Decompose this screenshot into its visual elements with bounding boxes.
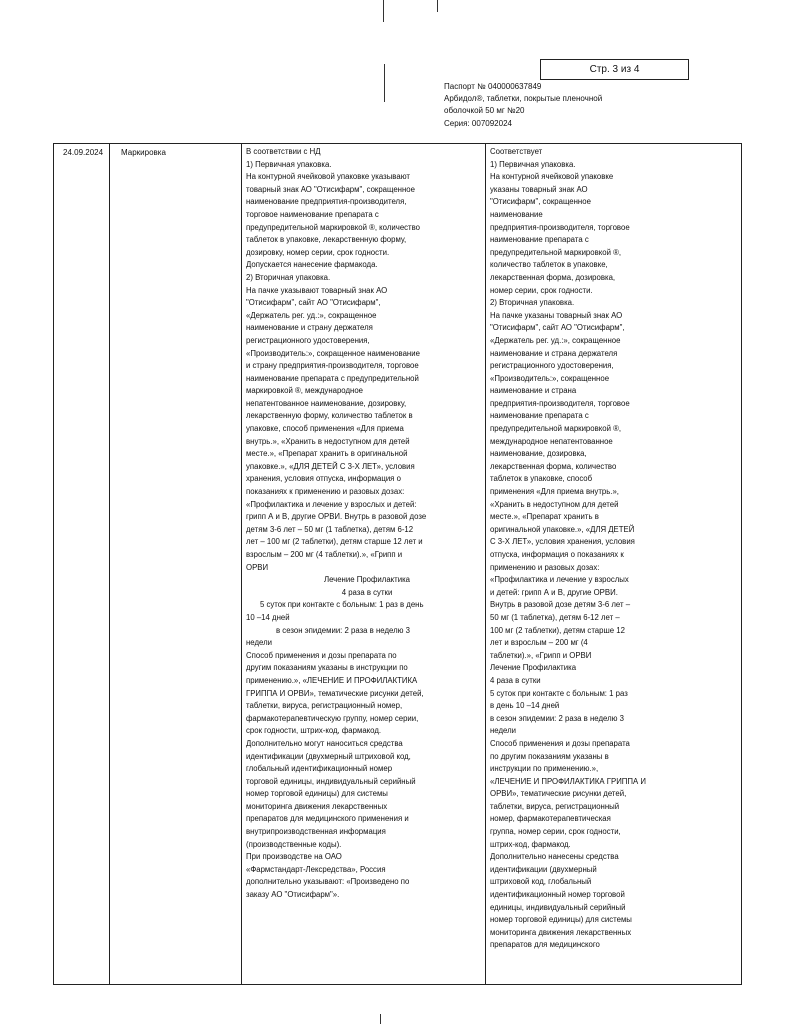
text-line: в сезон эпидемии: 2 раза в неделю 3	[276, 625, 410, 635]
text-line: таблеток в упаковке, лекарственную форму,	[246, 235, 407, 245]
text-line: «Держатель рег. уд.:», сокращенное	[246, 310, 377, 320]
scan-mark	[383, 0, 384, 22]
text-line: предупредительной маркировкой ®, количество	[246, 222, 421, 232]
test-date: 24.09.2024	[63, 148, 104, 157]
text-line: При производстве на ОАО	[246, 852, 342, 862]
text-line: в день 10 –14 дней	[490, 701, 560, 711]
text-line: «Хранить в недоступном для детей	[490, 499, 619, 509]
text-line: "Отисифарм", сокращенное	[490, 197, 591, 207]
text-line: Лечение Профилактика	[490, 663, 577, 673]
text-line: заказу АО "Отисифарм"».	[246, 890, 340, 900]
text-line: Допускается нанесение фармакода.	[246, 260, 378, 270]
text-line: лет – 100 мг (2 таблетки), детям старше 12 лет и	[246, 537, 423, 547]
text-line: идентификации (двухмерный	[490, 864, 597, 874]
text-line: «Производитель:», сокращенное наименование	[246, 348, 420, 358]
text-line: упаковке.», «ДЛЯ ДЕТЕЙ С 3-Х ЛЕТ», условия	[246, 461, 415, 471]
text-line: срок годности, штрих-код, фармакод.	[246, 726, 382, 736]
text-line: штриховой код, глобальный	[490, 877, 592, 887]
text-line: месте.», «Препарат хранить в	[490, 512, 599, 522]
text-line: «ЛЕЧЕНИЕ И ПРОФИЛАКТИКА ГРИППА И	[490, 776, 646, 786]
text-line: предприятия-производителя, торговое	[490, 398, 630, 408]
text-line: лекарственная форма, количество	[490, 461, 617, 471]
text-line: препаратов для медицинского применения и	[246, 814, 409, 824]
passport-number: Паспорт № 040000637849	[444, 82, 542, 91]
text-line: торговой единицы, индивидуальный серийный	[246, 776, 416, 786]
text-line: С 3-Х ЛЕТ», условия хранения, условия	[490, 537, 635, 547]
text-line: 100 мг (2 таблетки), детям старше 12	[490, 625, 625, 635]
text-line: На контурной ячейковой упаковке	[490, 172, 614, 182]
text-line: "Отисифарм", сайт АО "Отисифарм",	[246, 298, 381, 308]
column-divider	[241, 144, 242, 984]
text-line: «Фармстандарт-Лексредства», Россия	[246, 864, 386, 874]
text-line: упаковке, способ применения «Для приема	[246, 424, 404, 434]
text-line: "Отисифарм", сайт АО "Отисифарм",	[490, 323, 625, 333]
scan-mark	[437, 0, 438, 12]
text-line: ГРИППА И ОРВИ», тематические рисунки детей,	[246, 688, 424, 698]
text-line: Способ применения и дозы препарата	[490, 738, 630, 748]
text-line: таблетки, вируса, регистрационный номер,	[246, 701, 403, 711]
text-line: непатентованное наименование, дозировку,	[246, 398, 407, 408]
text-line: в сезон эпидемии: 2 раза в неделю 3	[490, 713, 624, 723]
text-line: грипп А и В, другие ОРВИ. Внутрь в разовой дозе	[246, 512, 427, 522]
text-line: дозировку, номер серии, срок годности.	[246, 247, 390, 257]
text-line: В соответствии с НД	[246, 147, 321, 156]
text-line: по другим показаниям указаны в	[490, 751, 609, 761]
text-line: применению и разовых дозах:	[490, 562, 600, 572]
result-cell	[490, 146, 736, 952]
text-line: таблетки).», «Грипп и ОРВИ	[490, 650, 592, 660]
text-line: Дополнительно могут наноситься средства	[246, 738, 403, 748]
text-line: «Профилактика и лечение у взрослых	[490, 575, 629, 585]
text-line: идентификации (двухмерный штриховой код,	[246, 751, 411, 761]
text-line: Лечение Профилактика	[323, 575, 411, 585]
text-line: количество таблеток в упаковке,	[490, 260, 608, 270]
text-line: мониторинга движения лекарственных	[246, 801, 388, 811]
text-line: идентификационный номер торговой	[490, 890, 625, 900]
text-line: ОРВИ», тематические рисунки детей,	[490, 789, 627, 799]
text-line: детям 3-6 лет – 50 мг (1 таблетка), детям 6-12	[246, 524, 414, 534]
text-line: и детей: грипп А и В, другие ОРВИ.	[490, 587, 618, 597]
text-line: ОРВИ	[246, 562, 269, 572]
text-line: Внутрь в разовой дозе детям 3-6 лет –	[490, 600, 631, 610]
text-line: регистрационного удостоверения,	[246, 335, 370, 345]
text-line: предприятия-производителя, торговое	[490, 222, 630, 232]
text-line: На пачке указаны товарный знак АО	[490, 310, 623, 320]
text-line: лекарственную форму, количество таблеток в	[246, 411, 413, 421]
text-line: 4 раза в сутки	[490, 675, 541, 685]
text-line: месте.», «Препарат хранить в оригинальной	[246, 449, 408, 459]
text-line: группа, номер серии, срок годности,	[490, 827, 621, 837]
text-line: торговое наименование препарата с	[246, 209, 379, 219]
text-line: применению.», «ЛЕЧЕНИЕ И ПРОФИЛАКТИКА	[246, 675, 418, 685]
text-line: дополнительно указывают: «Произведено по	[246, 877, 410, 887]
product-form: оболочкой 50 мг №20	[444, 106, 525, 116]
text-line: наименование и страна	[490, 386, 577, 396]
text-line: препаратов для медицинского	[490, 940, 600, 950]
text-line: 10 –14 дней	[246, 612, 290, 622]
product-name: Арбидол®, таблетки, покрытые пленочной	[444, 94, 603, 104]
text-line: «Профилактика и лечение у взрослых и детей:	[246, 499, 417, 509]
text-line: номер, фармакотерапевтическая	[490, 814, 611, 824]
text-line: штрих-код, фармакод.	[490, 839, 571, 849]
text-line: маркировкой ®, международное	[246, 386, 363, 396]
text-line: 50 мг (1 таблетка), детям 6-12 лет –	[490, 612, 620, 622]
text-line: Соответствует	[490, 147, 543, 156]
text-line: 2) Вторичная упаковка.	[246, 272, 331, 282]
text-line: международное непатентованное	[490, 436, 613, 446]
text-line: 4 раза в сутки	[341, 587, 393, 597]
text-line: наименование препарата с предупредительной	[246, 373, 419, 383]
text-line: 5 суток при контакте с больным: 1 раз в день	[260, 600, 424, 610]
test-parameter: Маркировка	[121, 148, 166, 157]
text-line: На пачке указывают товарный знак АО	[246, 285, 388, 295]
text-line: предупредительной маркировкой ®,	[490, 247, 622, 257]
text-line: лет и взрослым – 200 мг (4	[490, 638, 588, 648]
batch-number: Серия: 007092024	[444, 118, 512, 128]
text-line: наименование и страну держателя	[246, 323, 373, 333]
text-line: и страну предприятия-производителя, торговое	[246, 361, 419, 371]
text-line: регистрационного удостоверения,	[490, 361, 614, 371]
text-line: таблетки, вируса, регистрационный	[490, 801, 620, 811]
text-line: На контурной ячейковой упаковке указывают	[246, 172, 410, 182]
page-number-box: Стр. 3 из 4	[540, 59, 689, 80]
text-line: другим показаниям указаны в инструкции по	[246, 663, 408, 673]
text-line: номер торговой единицы) для системы	[490, 915, 632, 925]
text-line: внутрь.», «Хранить в недоступном для детей	[246, 436, 410, 446]
text-line: лекарственная форма, дозировка,	[490, 272, 616, 282]
text-line: 2) Вторичная упаковка.	[490, 298, 575, 308]
passport-header	[444, 81, 602, 130]
text-line: Способ применения и дозы препарата по	[246, 650, 397, 660]
scan-mark	[380, 1014, 381, 1024]
text-line: (производственные коды).	[246, 839, 342, 849]
text-line: недели	[490, 726, 517, 736]
text-line: глобальный идентификационный номер	[246, 764, 393, 774]
text-line: хранения, условия отпуска, информация о	[246, 474, 401, 484]
requirement-cell	[246, 146, 488, 902]
text-line: указаны товарный знак АО	[490, 184, 588, 194]
text-line: наименование	[490, 209, 543, 219]
text-line: наименование, дозировка,	[490, 449, 587, 459]
text-line: номер серии, срок годности.	[490, 285, 593, 295]
text-line: номер торговой единицы) для системы	[246, 789, 388, 799]
text-line: показаниях к применению и разовых дозах:	[246, 487, 405, 497]
text-line: инструкции по применению.»,	[490, 764, 599, 774]
results-table	[53, 143, 742, 985]
text-line: 5 суток при контакте с больным: 1 раз	[490, 688, 628, 698]
text-line: «Производитель:», сокращенное	[490, 373, 610, 383]
text-line: предупредительной маркировкой ®,	[490, 424, 622, 434]
scan-mark	[384, 64, 385, 102]
text-line: Дополнительно нанесены средства	[490, 852, 619, 862]
text-line: оригинальной упаковке.», «ДЛЯ ДЕТЕЙ	[490, 524, 635, 534]
text-line: взрослым – 200 мг (4 таблетки).», «Грипп и	[246, 550, 403, 559]
text-line: единицы, индивидуальный серийный	[490, 902, 626, 912]
text-line: применения «Для приема внутрь.»,	[490, 487, 619, 497]
text-line: «Держатель рег. уд.:», сокращенное	[490, 335, 621, 345]
text-line: наименование предприятия-производителя,	[246, 197, 407, 207]
text-line: фармакотерапевтическую группу, номер серии,	[246, 713, 419, 723]
text-line: товарный знак АО "Отисифарм", сокращенное	[246, 184, 415, 194]
text-line: отпуска, информация о показаниях к	[490, 550, 624, 559]
text-line: недели	[246, 638, 273, 648]
text-line: наименование препарата с	[490, 411, 589, 421]
column-divider	[109, 144, 110, 984]
text-line: 1) Первичная упаковка.	[490, 159, 576, 169]
text-line: внутрипроизводственная информация	[246, 827, 386, 837]
text-line: мониторинга движения лекарственных	[490, 927, 632, 937]
text-line: наименование и страна держателя	[490, 348, 618, 358]
text-line: 1) Первичная упаковка.	[246, 159, 332, 169]
text-line: наименование препарата с	[490, 235, 589, 245]
text-line: таблеток в упаковке, способ	[490, 474, 593, 484]
